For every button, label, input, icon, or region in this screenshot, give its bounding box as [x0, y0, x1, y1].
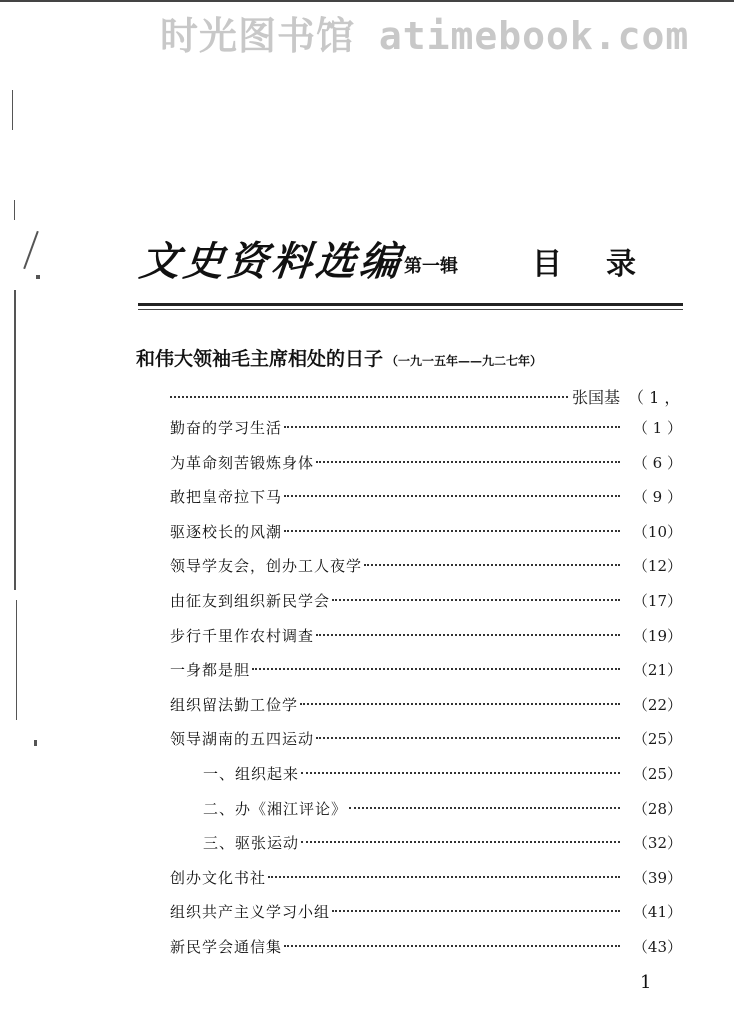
toc-entry [170, 625, 682, 651]
watermark: 时光图书馆 atimebook.com [160, 14, 690, 58]
toc-entry-page: （32） [632, 834, 682, 852]
toc-entry-title: 一身都是胆 [170, 661, 251, 679]
toc-entry [170, 728, 682, 754]
toc-entry [170, 521, 682, 547]
toc-entry-page: （ 9 ） [632, 488, 682, 506]
leader-dots [364, 564, 620, 566]
toc-entry [203, 798, 682, 824]
toc-entry [170, 590, 682, 616]
main-entry-author-line [170, 385, 682, 409]
page-header [137, 225, 700, 295]
toc-entry-page: （19） [632, 627, 682, 645]
series-title: 文史资料选编 [137, 238, 407, 285]
contents-heading: 目录 [532, 247, 680, 282]
toc-entry-title: 二、办《湘江评论》 [203, 800, 348, 818]
leader-dots [316, 737, 620, 739]
toc-entry-title: 一、组织起来 [203, 765, 300, 783]
main-entry-title [136, 344, 696, 371]
leader-dots [349, 807, 620, 809]
toc-entry-title: 勤奋的学习生活 [170, 419, 283, 437]
toc-entry-title: 由征友到组织新民学会 [170, 592, 331, 610]
main-entry-period: （一九一五年——九二七年） [386, 354, 543, 368]
leader-dots [284, 495, 620, 497]
leader-dots [252, 668, 620, 670]
leader-dots [284, 426, 620, 428]
toc-entry-title: 驱逐校长的风潮 [170, 523, 283, 541]
leader-dots [332, 599, 620, 601]
header-rule-thick [138, 303, 683, 306]
toc-entry-page: （17） [632, 592, 682, 610]
toc-entry [203, 763, 682, 789]
toc-entry-title: 组织留法勤工俭学 [170, 696, 299, 714]
toc-entry-page: （25） [632, 730, 682, 748]
main-entry-title-text: 和伟大领袖毛主席相处的日子 [136, 348, 384, 370]
toc-entry-page: （10） [632, 523, 682, 541]
main-entry-page: （ 1 ， [628, 388, 681, 407]
toc-entry-title: 敢把皇帝拉下马 [170, 488, 283, 506]
leader-dots [268, 876, 620, 878]
leader-dots [170, 396, 568, 398]
leader-dots [332, 910, 620, 912]
toc-entry [170, 901, 682, 927]
toc-entry-page: （39） [632, 869, 682, 887]
volume-label: 第一辑 [404, 256, 458, 277]
toc-entry-title: 组织共产主义学习小组 [170, 903, 331, 921]
toc-entry-title: 为革命刻苦锻炼身体 [170, 454, 315, 472]
toc-entry-title: 创办文化书社 [170, 869, 267, 887]
toc-entry-title: 领导湖南的五四运动 [170, 730, 315, 748]
toc-entry [170, 936, 682, 962]
leader-dots [284, 530, 620, 532]
leader-dots [284, 945, 620, 947]
toc-entry [170, 417, 682, 443]
header-rule-thin [138, 309, 683, 310]
toc-entry-page: （21） [632, 661, 682, 679]
toc-entry-title: 三、驱张运动 [203, 834, 300, 852]
toc-entry [170, 452, 682, 478]
toc-entry [170, 555, 682, 581]
leader-dots [301, 841, 620, 843]
toc-entry-page: （ 6 ） [632, 454, 682, 472]
toc-entry [170, 659, 682, 685]
toc-entry [170, 694, 682, 720]
toc-entry-title: 领导学友会，创办工人夜学 [170, 557, 363, 575]
binding-marks [0, 80, 60, 800]
toc-entry-page: （28） [632, 800, 682, 818]
toc-entry [203, 832, 682, 858]
toc-entry [170, 867, 682, 893]
toc-entry-page: （ 1 ） [632, 419, 682, 437]
leader-dots [316, 461, 620, 463]
toc-entry-title: 新民学会通信集 [170, 938, 283, 956]
leader-dots [316, 634, 620, 636]
toc-entry-title: 步行千里作农村调查 [170, 627, 315, 645]
toc-entry-page: （22） [632, 696, 682, 714]
leader-dots [300, 703, 620, 705]
leader-dots [301, 772, 620, 774]
toc-entry-page: （12） [632, 557, 682, 575]
main-entry-author: 张国基 [571, 388, 620, 407]
toc-entry-page: （43） [632, 938, 682, 956]
page-top-border [0, 0, 734, 2]
toc-entry-page: （41） [632, 903, 682, 921]
toc-entry [170, 486, 682, 512]
toc-entry-page: （25） [632, 765, 682, 783]
page-number: 1 [640, 972, 652, 993]
